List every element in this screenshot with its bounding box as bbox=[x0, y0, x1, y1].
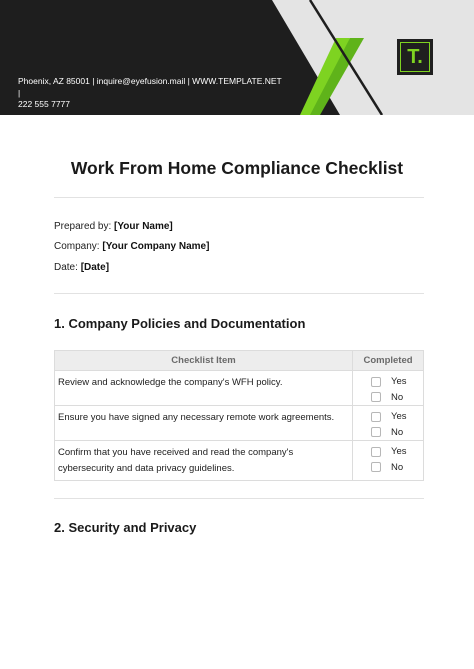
date-line bbox=[54, 262, 109, 273]
prepared-by-value: [Your Name] bbox=[114, 221, 173, 232]
checklist-item-text: Review and acknowledge the company's WFH policy. bbox=[55, 371, 353, 406]
yes-checkbox[interactable] bbox=[371, 412, 381, 422]
no-checkbox[interactable] bbox=[371, 392, 381, 402]
yes-label: Yes bbox=[391, 376, 407, 388]
completed-options bbox=[353, 406, 424, 441]
table-row bbox=[55, 371, 424, 406]
company-logo bbox=[397, 39, 433, 75]
date-value: [Date] bbox=[80, 262, 110, 273]
no-label: No bbox=[391, 461, 404, 473]
table-row bbox=[55, 441, 424, 481]
contact-info bbox=[18, 76, 283, 111]
column-header-completed: Completed bbox=[353, 351, 424, 371]
no-label: No bbox=[391, 391, 404, 403]
no-option[interactable] bbox=[353, 390, 423, 406]
no-checkbox[interactable] bbox=[371, 427, 381, 437]
completed-options bbox=[353, 371, 424, 406]
table-header-row bbox=[55, 351, 424, 371]
yes-label: Yes bbox=[391, 446, 407, 458]
letterhead-banner bbox=[0, 0, 474, 115]
divider bbox=[54, 197, 424, 198]
company-value: [Your Company Name] bbox=[102, 241, 210, 252]
divider bbox=[54, 498, 424, 499]
prepared-by-line bbox=[54, 221, 173, 232]
yes-option[interactable] bbox=[353, 409, 423, 425]
no-option[interactable] bbox=[353, 425, 423, 441]
table-row bbox=[55, 406, 424, 441]
logo-letter: T. bbox=[400, 42, 430, 72]
no-label: No bbox=[391, 426, 404, 438]
contact-line-2: 222 555 7777 bbox=[18, 99, 70, 109]
checklist-table bbox=[54, 350, 424, 481]
date-label: Date: bbox=[54, 262, 78, 273]
yes-option[interactable] bbox=[353, 374, 423, 390]
checklist-item-text: Confirm that you have received and read the company's cybersecurity and data privacy guidelines. bbox=[55, 441, 353, 481]
yes-checkbox[interactable] bbox=[371, 377, 381, 387]
completed-options bbox=[353, 441, 424, 481]
yes-option[interactable] bbox=[353, 444, 423, 460]
prepared-by-label: Prepared by: bbox=[54, 221, 112, 232]
yes-label: Yes bbox=[391, 411, 407, 423]
section-heading-policies: 1. Company Policies and Documentation bbox=[54, 316, 306, 331]
section-heading-security: 2. Security and Privacy bbox=[54, 520, 197, 535]
divider bbox=[54, 293, 424, 294]
column-header-item: Checklist Item bbox=[55, 351, 353, 371]
page-title: Work From Home Compliance Checklist bbox=[70, 158, 404, 178]
contact-line-1: Phoenix, AZ 85001 | inquire@eyefusion.mail | WWW.TEMPLATE.NET | bbox=[18, 76, 282, 98]
company-line bbox=[54, 241, 209, 252]
no-checkbox[interactable] bbox=[371, 462, 381, 472]
company-label: Company: bbox=[54, 241, 100, 252]
yes-checkbox[interactable] bbox=[371, 447, 381, 457]
no-option[interactable] bbox=[353, 460, 423, 476]
checklist-item-text: Ensure you have signed any necessary remote work agreements. bbox=[55, 406, 353, 441]
